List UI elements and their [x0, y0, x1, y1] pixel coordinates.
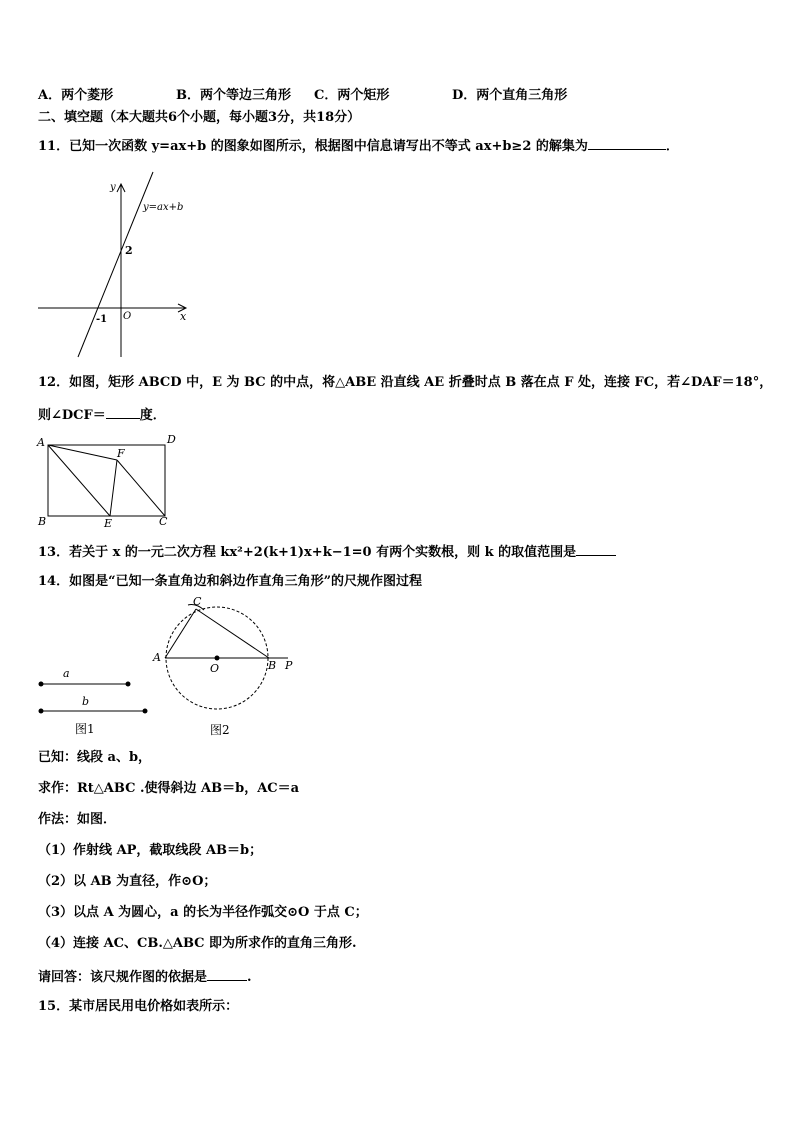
point-c-label: C — [193, 595, 202, 608]
x-axis-label: x — [180, 310, 187, 323]
segment-af — [48, 445, 117, 460]
point-c-label: C — [159, 515, 168, 528]
segment-a-label: a — [63, 667, 70, 680]
q14-step-2: （2）以 AB 为直径，作⊙O； — [38, 874, 217, 889]
point-e-label: E — [104, 517, 113, 530]
point-a-label: A — [153, 651, 161, 664]
question-11-text: 11．已知一次函数 y=ax+b 的图象如图所示，根据图中信息请写出不等式 ax+b≥2 的解集为 — [38, 139, 588, 154]
answer-blank-13 — [576, 543, 616, 556]
q14-answer-post: . — [247, 970, 252, 985]
q14-answer — [38, 968, 252, 986]
segment-fc — [117, 460, 165, 516]
q14-method: 作法：如图． — [38, 812, 117, 827]
option-d: D．两个直角三角形 — [452, 88, 568, 103]
option-b: B．两个等边三角形 — [176, 88, 291, 103]
rectangle-abcd — [48, 445, 165, 516]
q14-figure-1 — [30, 660, 160, 740]
question-12-line1: 12．如图，矩形 ABCD 中，E 为 BC 的中点，将△ABE 沿直线 AE 折叠时点 B 落在点 F 处，连接 FC，若∠DAF＝18°， — [38, 375, 773, 390]
q12-rectangle-figure — [34, 432, 184, 530]
point-b-label: B — [268, 659, 277, 672]
option-a: A．两个菱形 — [38, 88, 114, 103]
question-12-pre: 则∠DCF＝ — [38, 408, 106, 423]
question-13 — [38, 543, 616, 561]
q14-step-1: （1）作射线 AP，截取线段 AB＝b； — [38, 843, 263, 858]
segment-ae — [48, 445, 110, 516]
x-intercept-label: -1 — [96, 314, 108, 325]
answer-blank-14 — [207, 968, 247, 981]
center-o-dot — [215, 656, 220, 661]
question-14-title: 14．如图是“已知一条直角边和斜边作直角三角形”的尺规作图过程 — [38, 574, 423, 589]
answer-blank-11 — [588, 137, 666, 150]
question-11-end: ． — [665, 139, 679, 154]
point-o-label: O — [210, 662, 220, 675]
q14-figure-2 — [148, 590, 308, 740]
q11-graph — [30, 170, 200, 365]
question-12-line2 — [38, 406, 166, 424]
segment-ef — [110, 460, 117, 516]
option-c: C．两个矩形 — [314, 88, 390, 103]
q14-step-4: （4）连接 AC、CB.△ABC 即为所求作的直角三角形. — [38, 936, 357, 951]
point-f-label: F — [117, 447, 125, 460]
q14-given: 已知：线段 a、b， — [38, 750, 152, 765]
question-13-text: 13．若关于 x 的一元二次方程 kx²+2(k+1)x+k−1=0 有两个实数根，则 k 的取值范围是 — [38, 545, 577, 560]
question-11 — [38, 137, 679, 155]
line-label: y=ax+b — [143, 202, 184, 213]
segment-cb — [196, 609, 269, 658]
figure-2-caption: 图2 — [210, 723, 230, 737]
y-intercept-label: 2 — [125, 244, 133, 257]
point-b-label: B — [38, 515, 47, 528]
segment-b-label: b — [82, 695, 90, 708]
segment-ac — [165, 609, 196, 658]
answer-blank-12 — [106, 406, 140, 419]
function-line — [78, 172, 153, 357]
question-15: 15．某市居民用电价格如表所示： — [38, 999, 239, 1014]
q14-answer-pre: 请回答：该尺规作图的依据是 — [38, 970, 208, 985]
y-axis-label: y — [110, 182, 116, 193]
origin-label: O — [123, 311, 132, 322]
section-heading: 二、填空题（本大题共6个小题，每小题3分，共18分） — [38, 110, 361, 125]
point-a-label: A — [37, 436, 45, 449]
figure-1-caption: 图1 — [75, 722, 95, 736]
q14-required: 求作：Rt△ABC .使得斜边 AB＝b，AC＝a — [38, 781, 300, 796]
question-12-post: 度． — [139, 408, 166, 423]
q14-step-3: （3）以点 A 为圆心，a 的长为半径作弧交⊙O 于点 C； — [38, 905, 368, 920]
point-d-label: D — [167, 433, 176, 446]
point-p-label: P — [285, 659, 293, 672]
